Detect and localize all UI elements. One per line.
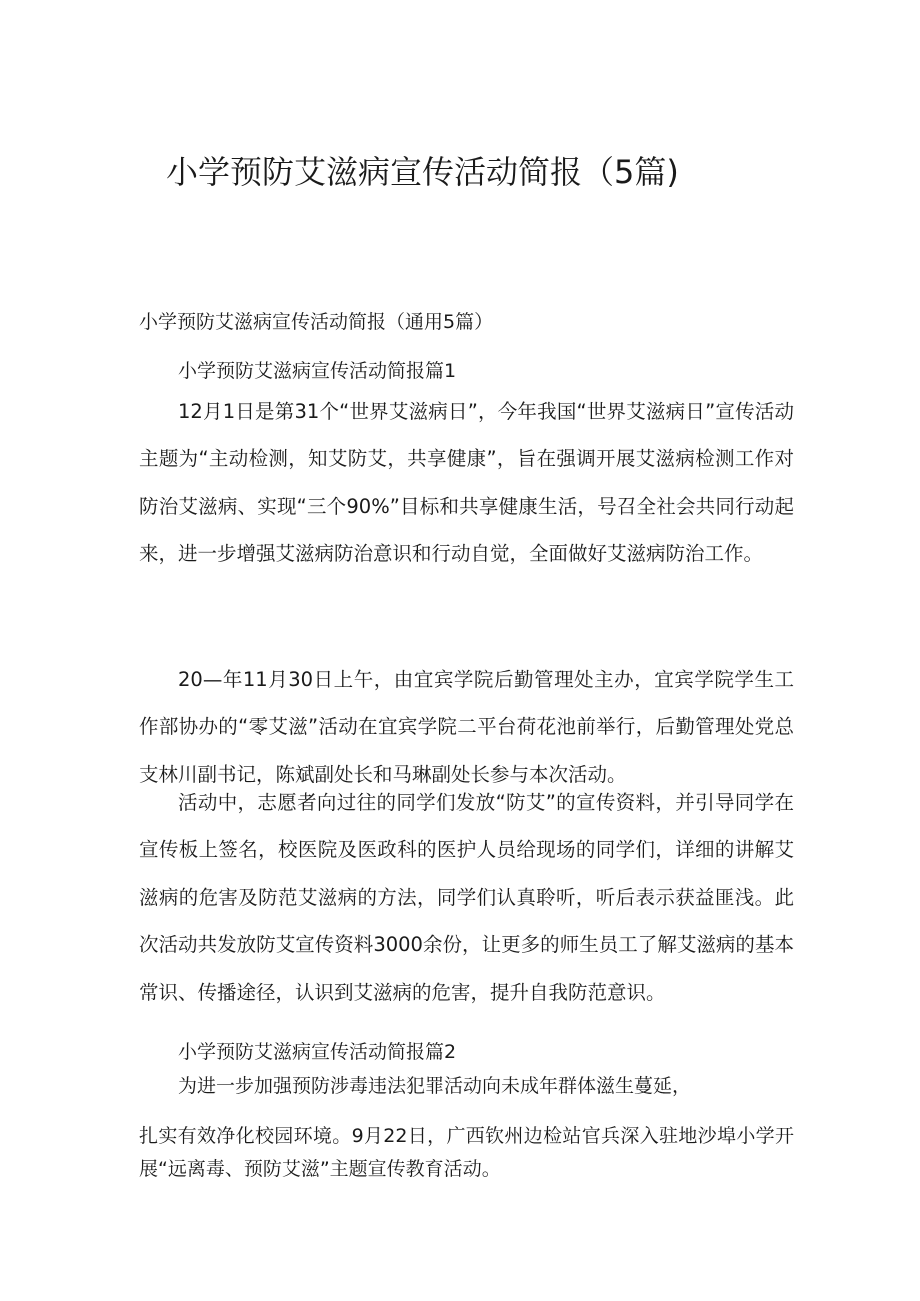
paragraph-1: 12月1日是第31个“世界艾滋病日”，今年我国“世界艾滋病日”宣传活动主题为“主动检测，知艾防艾，共享健康”，旨在强调开展艾滋病检测工作对防治艾滋病、实现“三个90%”目标和共享健康生活，号召全社会共同行动起来，进一步增强艾滋病防治意识和行动自觉，全面做好艾滋病防治工作。 <box>139 399 794 565</box>
paragraph-4-body: 扎实有效净化校园环境。9月22日，广西钦州边检站官兵深入驻地沙埠小学开展“远离毒、预防艾滋”主题宣传教育活动。 <box>139 1125 794 1180</box>
paragraph-2: 20—年11月30日上午，由宜宾学院后勤管理处主办，宜宾学院学生工作部协办的“零艾滋”活动在宜宾学院二平台荷花池前举行，后勤管理处党总支林川副书记，陈斌副处长和马琳副处长参与本次活动。 <box>139 667 794 786</box>
section-heading-2: 小学预防艾滋病宣传活动简报篇2 <box>178 1041 457 1063</box>
paragraph-3: 活动中，志愿者向过往的同学们发放“防艾”的宣传资料，并引导同学在宣传板上签名，校医院及医政科的医护人员给现场的同学们，详细的讲解艾滋病的危害及防范艾滋病的方法，同学们认真聆听，听后表示获益匪浅。此次活动共发放防艾宣传资料3000余份，让更多的师生员工了解艾滋病的基本常识、传播途径，认识到艾滋病的危害，提升自我防范意识。 <box>139 790 794 1004</box>
document-subtitle: 小学预防艾滋病宣传活动简报（通用5篇） <box>139 311 494 333</box>
document-title: 小学预防艾滋病宣传活动简报（5篇) <box>166 153 679 191</box>
paragraph-4-first-line: 为进一步加强预防涉毒违法犯罪活动向未成年群体滋生蔓延， <box>178 1075 692 1097</box>
section-heading-1: 小学预防艾滋病宣传活动简报篇1 <box>178 360 457 382</box>
